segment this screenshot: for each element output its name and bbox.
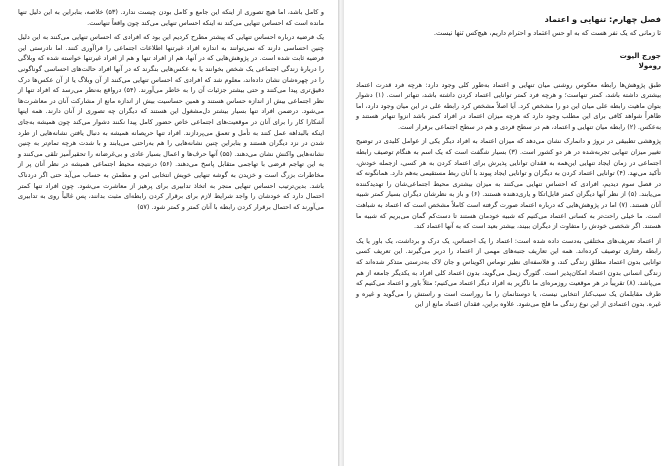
right-paragraph-1: طبق پژوهش‌ها رابطه معکوس روشنی میان تنهایی و اعتماد به‌طور کلی وجود دارد: هرچه فرد قدرت اعتماد بیشتری داشته باشد، کمتر تنهاست؛ و هرچه فرد کمتر توانایی اعتماد کردن داشته باشد، تنهاتر است. (۱) دشوار بتوان ماهیت رابطه علی میان این دو را مشخص کرد. آیا اصلاً مشخص کرد رابطه علی در این میان وجود دارد، اما ظاهراً شواهد کافی برای این مطلب وجود دارد که هرچه میزان اعتماد در افراد کمتر باشد انزوا تنهاتر هستند و به‌عکس. (۲) رابطه میان تنهایی و اعتماد، هم در سطح فردی و هم در سطح اجتماعی برقرار است. bbox=[356, 80, 661, 131]
right-paragraph-2: پژوهشی تطبیقی در نروژ و دانمارک نشان می‌دهد که میزان اعتماد به افراد دیگر یکی از عوامل کلیدی در توضیح تغییر میزان تنهایی تجربه‌شده در هر دو کشور است. (۳) بسیار شگفت است که یک اسم به هنگام توصیف رابطه اجتماعی در زمان ایجاد تنهایی این‌همه به فقدان توانایی پذیرش برای اعتماد کردن به هر کسی، ازجمله خودش، تأکید می‌نهد. (۴) توانایی اعتماد کردن به دیگران و توانایی ایجاد پیوند با آنان ربط مستقیمی به‌هم دارد. همانگونه که در فصل سوم دیدیم، افرادی که احساس تنهایی می‌کنند به میزان بیشتری محیط اجتماعی‌شان را تهدیدکننده می‌یابند. (۵) از نظر آنها دیگران کمتر قابل‌اتکا و یاری‌دهنده هستند. (۶) و باز به نظرشان دیگران بسیار کمتر شبیه آنان هستند. (۷) اما در پژوهش‌هایی که درباره اعتماد صورت گرفته است کاملاً مشخص است که اعتماد به شباهت است. ما خیلی راحت‌تر به کسانی اعتماد می‌کنیم که شبیه خودمان هستند تا دست‌کم گمان می‌بریم که شبیه ما هستند. اگر شخصی خودش را متفاوت از دیگران ببیند، بیشتر بعید است که به آنها اعتماد کند. bbox=[356, 137, 662, 231]
right-paragraph-3: از اعتماد تعریف‌های مختلفی به‌دست داده شده است: اعتماد را یک احساس، یک درک و برداشت، یک باور یا یک رابطه رفتاری توصیف کرده‌اند. همه این تعاریف جنبه‌های مهمی از اعتماد را دربر می‌گیرند. این تعریف کسی توانایی بدون اعتماد مطلق زندگی کند، و فلاسفه‌ای نظیر توماس اکویناس و جان لاک به‌درستی متذکر شده‌اند که زندگی انسانی بدون اعتماد امکان‌پذیر است. گئورگ زیمل می‌گوید، بدون اعتماد کلی افراد به یکدیگر جامعه از هم می‌پاشد. (۸) تقریباً در هر موقعیت روزمره‌ای ما ناگزیر به افراد دیگر اعتماد می‌کنیم؛ مثلاً باور و اعتماد می‌کنیم که طرف مقابلمان یک سیب‌کنار انتخابی نیست، یا دوستانمان را ما روراست است و راستش را می‌گوید و غیره و غیره. بدون اعتمادی از این نوع زندگی ما فلج می‌شود. علاوه براین، فقدان اعتماد مانع از این bbox=[356, 236, 662, 309]
epigraph-author: جورج الیوت bbox=[619, 50, 661, 60]
right-page bbox=[344, 0, 671, 466]
epigraph-work: رومولا bbox=[638, 62, 661, 70]
left-paragraph-1: و کامل باشد، اما هیچ تصوری از اینکه این جامع و کامل بودن چیست ندارد. (۵۳) خلاصه، بنابراین به این دلیل تنها مانده است که احساس تنهایی می‌کند نه اینکه احساس تنهایی می‌کند چون واقعاً تنهاست. bbox=[18, 8, 324, 27]
left-paragraph-2: یک فرضیه درباره احساس تنهایی که پیشتر مطرح کردیم این بود که افرادی که احساس تنهایی می‌کنند به این دلیل چنین احساسی دارند که نمی‌توانند به اندازه افراد غیرتنها اطلاعات اجتماعی را فراآوری کنند. اما نادرستی این فرضیه ثابت شده است. در پژوهش‌هایی که در آنها، هم از افراد تنها و هم از افراد غیرتنها خواسته شده که وبلاگی را دربارهٔ زندگی اجتماعی یک شخص بخوانند یا به عکس‌هایی بنگرند که در آنها افراد حالت‌های احساسی گوناگونی را در چهره‌شان نشان داده‌اند، معلوم شد که افرادی که احساس تنهایی می‌کنند از آن وبلاگ یا از آن عکس‌ها درک دقیق‌تری پیدا می‌کنند و حتی بیشتر جزئیات آن را به خاطر می‌آورند. (۵۴) درواقع به‌نظر می‌رسد که افراد تنها از نظر اجتماعی بیش از اندازه حساس هستند و همین حساسیت بیش از اندازه مانع از مشارکت آنان در معاشرت‌ها می‌شود. درضمن افراد تنها بسیار بیشتر دل‌مشغول این هستند که دیگران چه تصوری از آنان دارند. همه اینها آشکارا کار را برای آنان در موقعیت‌های اجتماعی خاص حضور کامل پیدا نکنند دشوار می‌کند چون همیشه به‌جای اینکه بالبداهه عمل کنند به تأمل و تعمق می‌پردازند. افراد تنها حریصانه همیشه به دنبال یافتن نشانه‌هایی از طرد شدن در نزد دیگران هستند و بنابراین چنین نشانه‌هایی را هم به‌راحتی می‌یابند و با شدت هرچه تمام‌تر به چنین نشانه‌هایی واکنش نشان می‌دهند. (۵۵) آنها حرف‌ها و اعمال بسیار عادی و بی‌غرضانه را تحقیرآمیز تلقی می‌کنند و به این تهاجم فرضی با تهاجمی متقابل پاسخ می‌دهند. (۵۶) درنتیجه محیط اجتماعی همیشه در نظر آنان پر از مخاطرات بزرگ است و خزیدن به گوشه تنهایی خویش انتخابی امن و مطمئن به حساب می‌آید حتی اگر دردناک باشد. بدین‌ترتیب احساس تنهایی منجر به اتخاذ تدابیری برای پرهیز از معاشرت می‌شود. چون افراد تنها کمتر احتمال دارد که خودشان را واجد شرایط لازم برای برقرار کردن رابطه‌ای مثبت بدانند، پس غالباً روی به تدابیری می‌آورند که احتمال برقرار کردن رابطه با آنان کمتر و کمتر شود. (۵۷) bbox=[18, 33, 324, 211]
epigraph: تا زمانی که یک نفر هست که به او حس اعتماد و احترام داریم، هیچ‌کس تنها نیست. bbox=[433, 29, 661, 37]
chapter-title: فصل چهارم: تنهایی و اعتماد bbox=[544, 14, 661, 24]
